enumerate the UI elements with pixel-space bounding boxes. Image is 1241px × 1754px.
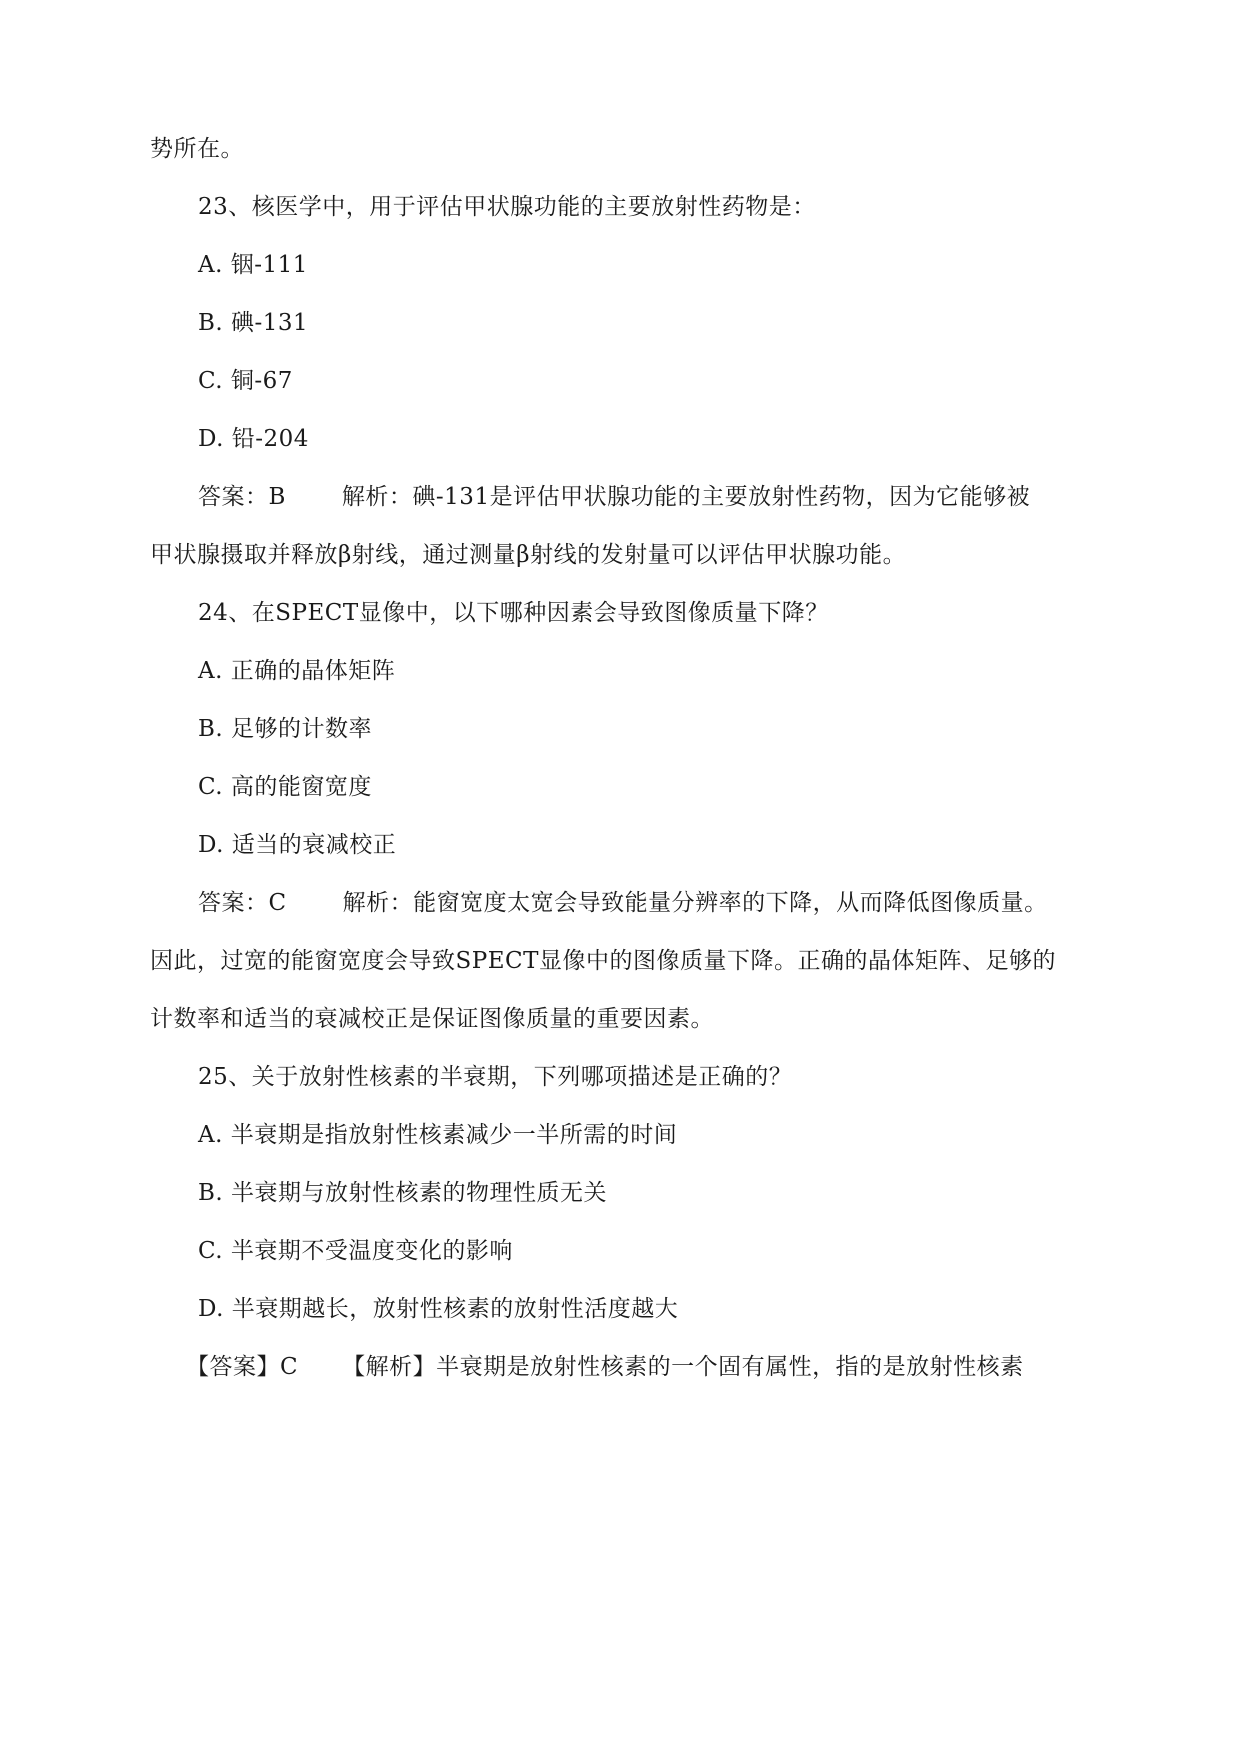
q25-option-a: A. 半衰期是指放射性核素减少一半所需的时间 (198, 1122, 678, 1148)
q25-option-b: B. 半衰期与放射性核素的物理性质无关 (198, 1180, 608, 1206)
q24-option-a: A. 正确的晶体矩阵 (198, 658, 396, 684)
q25-option-d: D. 半衰期越长，放射性核素的放射性活度越大 (198, 1296, 679, 1322)
q24-option-d: D. 适当的衰减校正 (198, 832, 397, 858)
q25-option-c: C. 半衰期不受温度变化的影响 (198, 1238, 513, 1264)
q23-answer-line (198, 482, 1148, 512)
q24-answer: 答案：C (198, 890, 287, 916)
q23-option-b: B. 碘-131 (198, 310, 309, 336)
q24-analysis-cont-2: 计数率和适当的衰减校正是保证图像质量的重要因素。 (150, 1006, 714, 1032)
q23-analysis-cont: 甲状腺摄取并释放β射线，通过测量β射线的发射量可以评估甲状腺功能。 (150, 542, 907, 568)
q25-answer: 【答案】C (186, 1354, 299, 1380)
q25-answer-line (186, 1352, 1136, 1382)
paragraph-tail: 势所在。 (150, 136, 244, 162)
q23-option-d: D. 铅-204 (198, 426, 309, 452)
q24-answer-line (198, 888, 1148, 918)
question-25: 25、关于放射性核素的半衰期，下列哪项描述是正确的？ (198, 1064, 793, 1090)
question-23: 23、核医学中，用于评估甲状腺功能的主要放射性药物是： (198, 194, 816, 220)
q24-option-c: C. 高的能窗宽度 (198, 774, 372, 800)
q24-analysis: 解析：能窗宽度太宽会导致能量分辨率的下降，从而降低图像质量。 (342, 890, 1048, 916)
q23-option-c: C. 铜-67 (198, 368, 293, 394)
q25-analysis: 【解析】半衰期是放射性核素的一个固有属性，指的是放射性核素 (342, 1354, 1024, 1380)
q23-option-a: A. 铟-111 (198, 252, 308, 278)
q24-analysis-cont-1: 因此，过宽的能窗宽度会导致SPECT显像中的图像质量下降。正确的晶体矩阵、足够的 (150, 948, 1056, 974)
question-24: 24、在SPECT显像中，以下哪种因素会导致图像质量下降？ (198, 600, 829, 626)
q23-answer: 答案：B (198, 484, 286, 510)
q23-analysis: 解析：碘-131是评估甲状腺功能的主要放射性药物，因为它能够被 (341, 484, 1031, 510)
q24-option-b: B. 足够的计数率 (198, 716, 373, 742)
